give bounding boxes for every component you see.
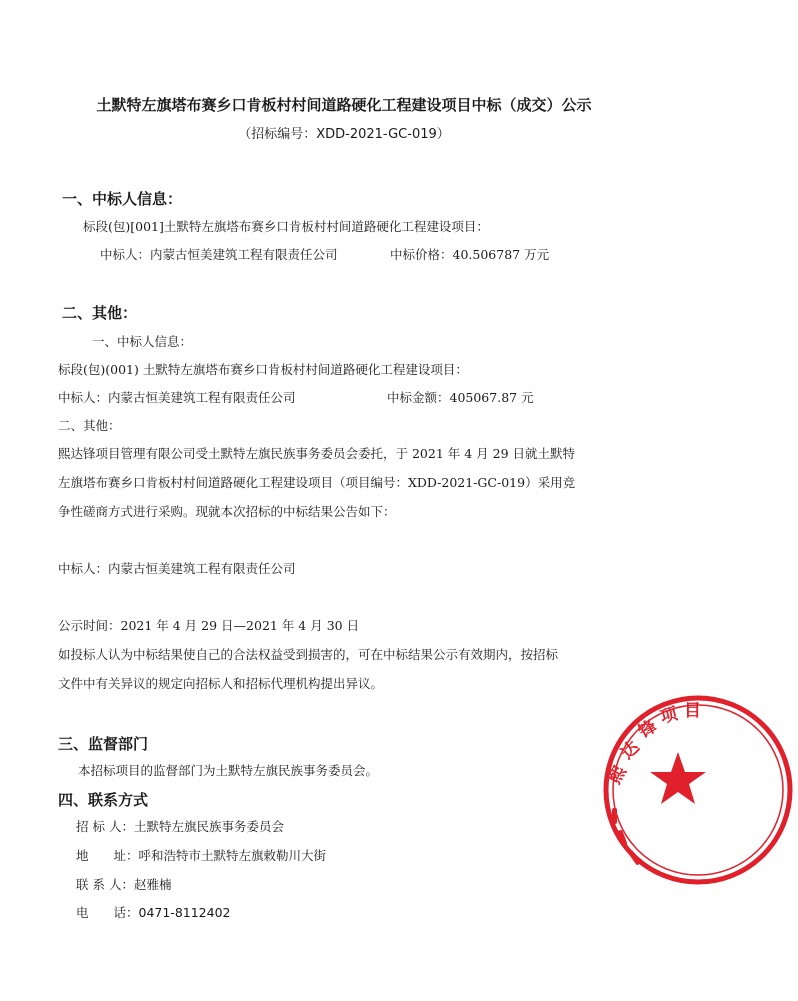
svg-text:目: 目 (684, 701, 701, 721)
procurement-paragraph-line-1: 熙达锋项目管理有限公司受土默特左旗民族事务委员会委托，于 2021 年 4 月 29 日就土默特 (58, 446, 576, 461)
winner-announcement: 中标人：内蒙古恒美建筑工程有限责任公司 (58, 561, 296, 576)
svg-text:项: 项 (658, 704, 680, 728)
section-2-heading: 二、其他： (62, 304, 138, 322)
supervision-text: 本招标项目的监督部门为土默特左旗民族事务委员会。 (78, 763, 379, 778)
section-2-sub-winner-info: 一、中标人信息： (92, 334, 193, 349)
objection-paragraph-line-2: 文件中有关异议的规定向招标人和招标代理机构提出异议。 (58, 676, 384, 691)
section-4-heading: 四、联系方式 (58, 791, 149, 809)
contact-phone: 电 话：0471-8112402 (76, 905, 231, 920)
svg-text:达: 达 (617, 737, 644, 764)
section-2-amount: 中标金额：405067.87 元 (387, 390, 534, 405)
tender-number: （招标编号：XDD-2021-GC-019） (238, 127, 450, 142)
contact-tenderer: 招 标 人：土默特左旗民族事务委员会 (76, 819, 284, 834)
section-2-winner: 中标人：内蒙古恒美建筑工程有限责任公司 (58, 390, 296, 405)
contact-address: 地 址：呼和浩特市土默特左旗敕勒川大街 (76, 848, 327, 863)
section-1-heading: 一、中标人信息： (62, 190, 183, 208)
notice-title: 土默特左旗塔布赛乡口肯板村村间道路硬化工程建设项目中标（成交）公示 (96, 96, 592, 114)
procurement-paragraph-line-2: 左旗塔布赛乡口肯板村村间道路硬化工程建设项目（项目编号：XDD-2021-GC-019）采用竞 (58, 475, 576, 490)
contact-person: 联 系 人：赵雅楠 (76, 877, 172, 892)
official-seal (598, 690, 798, 890)
section-1-winner: 中标人：内蒙古恒美建筑工程有限责任公司 (100, 247, 338, 262)
procurement-paragraph-line-3: 争性磋商方式进行采购。现就本次招标的中标结果公告如下： (58, 504, 396, 519)
section-2-sub-other: 二、其他： (58, 418, 121, 433)
svg-text:熙: 熙 (605, 762, 631, 788)
section-2-lot: 标段(包)(001) 土默特左旗塔布赛乡口肯板村村间道路硬化工程建设项目： (58, 362, 468, 377)
section-3-heading: 三、监督部门 (58, 735, 149, 753)
seal-star-icon (650, 752, 706, 804)
publicity-period: 公示时间：2021 年 4 月 29 日—2021 年 4 月 30 日 (58, 618, 360, 633)
section-1-price: 中标价格：40.506787 万元 (390, 247, 550, 262)
svg-text:锋: 锋 (635, 716, 661, 743)
objection-paragraph-line-1: 如投标人认为中标结果使自己的合法权益受到损害的，可在中标结果公示有效期内，按招标 (58, 647, 559, 662)
section-1-lot: 标段(包)[001]土默特左旗塔布赛乡口肯板村村间道路硬化工程建设项目： (83, 219, 489, 234)
